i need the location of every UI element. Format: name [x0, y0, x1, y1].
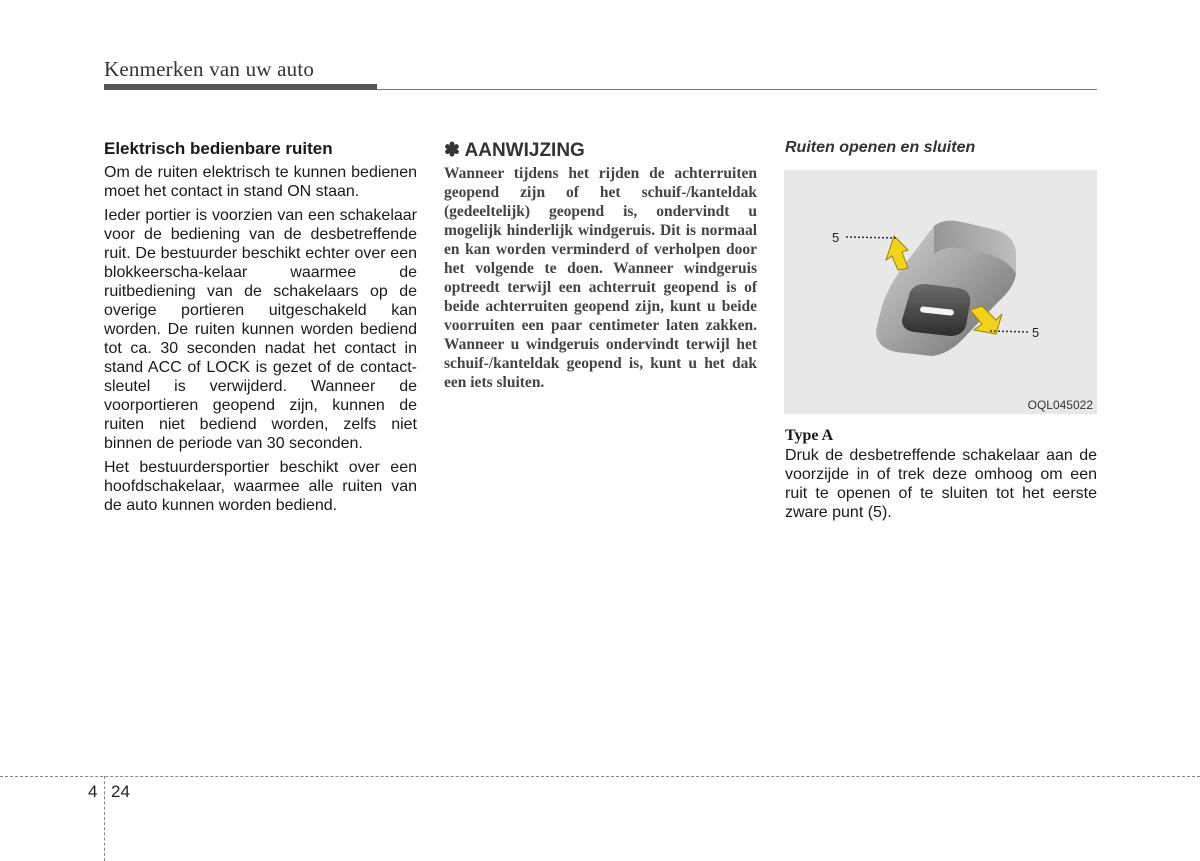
type-label: Type A [785, 427, 834, 444]
arrow-up-icon [886, 236, 908, 270]
note-symbol-icon: ✽ [444, 140, 460, 161]
page-number: 24 [111, 782, 130, 801]
note-heading-label: AANWIJZING [464, 140, 585, 161]
note-body: Wanneer tijdens het rijden de achterruiten geopend zijn of het schuif-/kanteldak (gedeeltelijk) geopend is, ondervindt u mogelijk hinderlijk windgeruis. Dit is normaal en kan worden verminderd of verholpen door het volgende te doen. Wanneer windgeruis optreedt terwijl een achterruit geopend is of beide achterruiten geopend zijn, kunt u beide voorruiten een paar centimeter laten zakken. Wanneer u windgeruis ondervindt terwijl het schuif-/kanteldak geopend is, kunt u het dak een iets sluiten. [444, 165, 757, 391]
note-box [444, 139, 757, 392]
header-rule-thin [377, 89, 1097, 90]
type-a-instructions: Druk de desbetreffende schakelaar aan de voorzijde in of trek deze omhoog om een ruit te openen of te sluiten tot het eerste zware punt (5). [785, 447, 1097, 521]
header-rule-thick [104, 84, 377, 90]
callout-leader-bottom [990, 331, 1028, 332]
column-power-windows [104, 139, 417, 520]
type-a-block [785, 426, 1097, 522]
page-section-number: 4 [88, 782, 98, 801]
figure-code: OQL045022 [1027, 398, 1093, 412]
page-header-title: Kenmerken van uw auto [104, 57, 315, 81]
callout-leader-top [846, 237, 898, 238]
callout-label-bottom: 5 [1032, 325, 1040, 340]
callout-label-top: 5 [832, 230, 840, 245]
paragraph-door-switches: Ieder portier is voorzien van een schakelaar voor de bediening van de desbetreffende ruit. De bestuurder beschikt echter over een blokkeerscha-kelaar waarmee de ruitbediening van de schakelaars op de overige portieren uitgeschakeld kan worden. De ruiten kunnen worden bediend tot ca. 30 seconden nadat het contact in stand ACC of LOCK is gezet of de contact-sleutel is verwijderd. Wanneer de voorportieren geopend zijn, kunnen de ruiten niet bediend worden, zelfs niet binnen de periode van 30 seconden. [104, 207, 417, 452]
note-heading [444, 139, 757, 162]
footer-vertical-dashed-rule [104, 776, 105, 861]
paragraph-contact-on: Om de ruiten elektrisch te kunnen bedienen moet het contact in stand ON staan. [104, 164, 417, 200]
window-switch-figure [784, 170, 1097, 414]
footer-dashed-rule [0, 776, 1200, 777]
section-heading: Elektrisch bedienbare ruiten [104, 139, 333, 158]
window-switch-illustration [784, 170, 1097, 414]
paragraph-main-switch: Het bestuurdersportier beschikt over een hoofdschakelaar, waarmee alle ruiten van de auto kunnen worden bediend. [104, 459, 417, 514]
subsection-heading: Ruiten openen en sluiten [785, 139, 976, 156]
